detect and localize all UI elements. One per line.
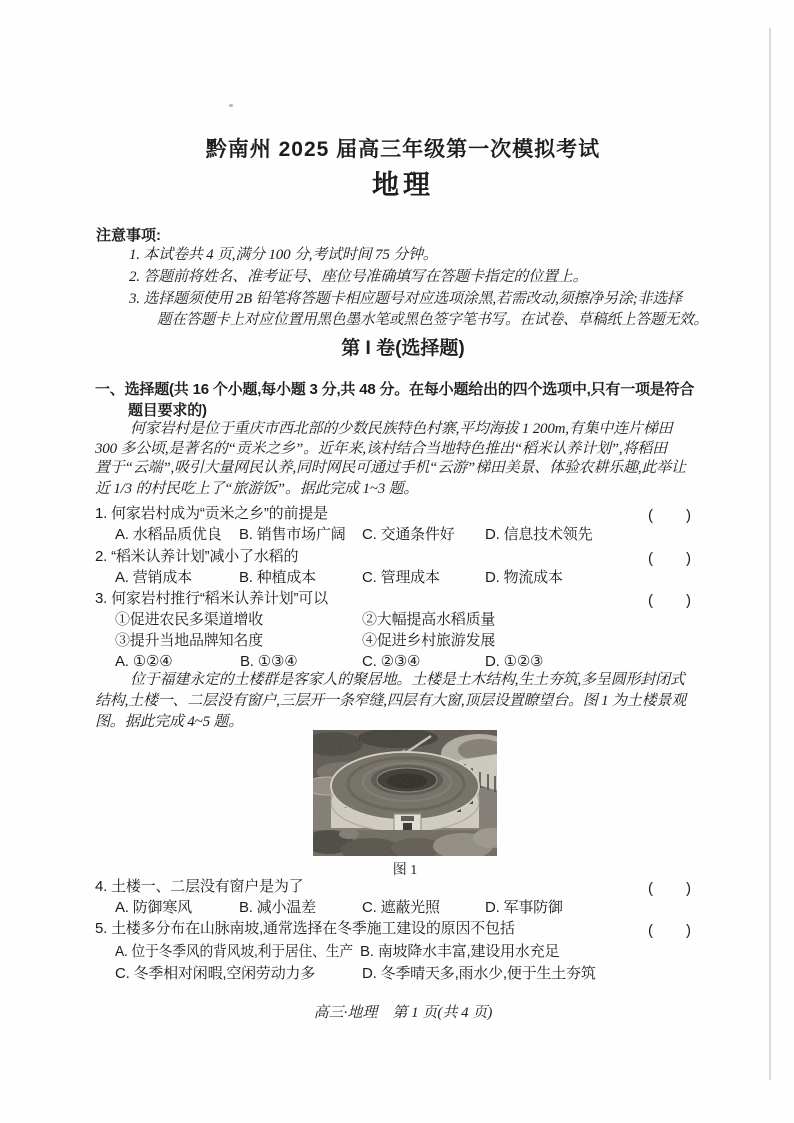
passage2-line: 位于福建永定的土楼群是客家人的聚居地。土楼是土木结构,生土夯筑,多呈圆形封闭式 bbox=[130, 672, 685, 688]
passage1-line: 300 多公顷,是著名的“贡米之乡”。近年来,该村结合当地特色推出“稻米认养计划”,将稻田 bbox=[95, 441, 667, 457]
figure1-caption: 图 1 bbox=[392, 863, 418, 878]
answer-paren: ( ) bbox=[648, 592, 692, 609]
passage1-line: 近 1/3 的村民吃上了“旅游饭”。据此完成 1~3 题。 bbox=[95, 481, 419, 497]
numbered-item-2: ②大幅提高水稻质量 bbox=[362, 611, 496, 628]
option-c: C. 遮蔽光照 bbox=[362, 899, 440, 916]
question-stem: 3. 何家岩村推行“稻米认养计划”可以 bbox=[95, 590, 328, 607]
option-b: B. 种植成本 bbox=[239, 569, 316, 586]
answer-paren: ( ) bbox=[648, 880, 692, 897]
tulou-photo bbox=[313, 730, 497, 856]
scan-speck bbox=[229, 104, 233, 107]
answer-paren: ( ) bbox=[648, 550, 692, 567]
notice-line: 3. 选择题须使用 2B 铅笔将答题卡相应题号对应选项涂黑,若需改动,须擦净另涂;非选择 bbox=[129, 291, 682, 307]
option-b: B. 减小温差 bbox=[239, 899, 316, 916]
question-stem: 1. 何家岩村成为“贡米之乡”的前提是 bbox=[95, 505, 328, 522]
option-a: A. 营销成本 bbox=[115, 569, 192, 586]
question-stem: 5. 土楼多分布在山脉南坡,通常选择在冬季施工建设的原因不包括 bbox=[95, 920, 515, 937]
numbered-item-3: ③提升当地品牌知名度 bbox=[115, 632, 264, 649]
passage2-line: 结构,土楼一、二层没有窗户,三层开一条窄缝,四层有大窗,顶层设置瞭望台。图 1 为土楼景观 bbox=[95, 693, 687, 709]
directive-line: 一、选择题(共 16 个小题,每小题 3 分,共 48 分。在每小题给出的四个选项中,只有一项是符合 bbox=[95, 381, 695, 398]
option-a: A. ①②④ bbox=[115, 653, 173, 670]
page-footer: 高三·地理 第 1 页(共 4 页) bbox=[313, 1005, 493, 1021]
option-c: C. 冬季相对闲暇,空闲劳动力多 bbox=[115, 965, 316, 982]
option-b: B. 销售市场广阔 bbox=[239, 526, 346, 543]
option-c: C. 管理成本 bbox=[362, 569, 440, 586]
option-d: D. ①②③ bbox=[485, 653, 544, 670]
option-a: A. 位于冬季风的背风坡,利于居住、生产 bbox=[115, 943, 353, 960]
notice-line: 题在答题卡上对应位置用黑色墨水笔或黑色签字笔书写。在试卷、草稿纸上答题无效。 bbox=[157, 312, 708, 328]
passage2-line: 图。据此完成 4~5 题。 bbox=[95, 714, 244, 730]
option-c: C. ②③④ bbox=[362, 653, 421, 670]
passage1-line: 置于“云端”,吸引大量网民认养,同时网民可通过手机“云游”梯田美景、体验农耕乐趣,此举让 bbox=[95, 460, 686, 476]
option-d: D. 冬季晴天多,雨水少,便于生土夯筑 bbox=[362, 965, 596, 982]
answer-paren: ( ) bbox=[648, 922, 692, 939]
option-b: B. 南坡降水丰富,建设用水充足 bbox=[360, 943, 560, 960]
notice-heading: 注意事项: bbox=[96, 227, 161, 244]
answer-paren: ( ) bbox=[648, 507, 692, 524]
option-d: D. 军事防御 bbox=[485, 899, 563, 916]
option-c: C. 交通条件好 bbox=[362, 526, 455, 543]
notice-line: 2. 答题前将姓名、准考证号、座位号准确填写在答题卡指定的位置上。 bbox=[129, 269, 588, 285]
numbered-item-1: ①促进农民多渠道增收 bbox=[115, 611, 264, 628]
section1-heading: 第 I 卷(选择题) bbox=[341, 338, 465, 359]
question-stem: 4. 土楼一、二层没有窗户是为了 bbox=[95, 878, 304, 895]
directive-line: 题目要求的) bbox=[128, 402, 207, 419]
numbered-item-4: ④促进乡村旅游发展 bbox=[362, 632, 496, 649]
scan-edge-line bbox=[769, 28, 771, 1080]
option-b: B. ①③④ bbox=[240, 653, 298, 670]
option-a: A. 水稻品质优良 bbox=[115, 526, 222, 543]
passage1-line: 何家岩村是位于重庆市西北部的少数民族特色村寨,平均海拔 1 200m,有集中连片梯田 bbox=[130, 421, 673, 437]
option-d: D. 信息技术领先 bbox=[485, 526, 593, 543]
page-title: 黔南州 2025 届高三年级第一次模拟考试 bbox=[205, 138, 601, 161]
question-stem: 2. “稻米认养计划”减小了水稻的 bbox=[95, 548, 299, 565]
subject-title: 地理 bbox=[372, 170, 434, 200]
option-d: D. 物流成本 bbox=[485, 569, 563, 586]
notice-line: 1. 本试卷共 4 页,满分 100 分,考试时间 75 分钟。 bbox=[129, 247, 438, 263]
option-a: A. 防御寒风 bbox=[115, 899, 192, 916]
